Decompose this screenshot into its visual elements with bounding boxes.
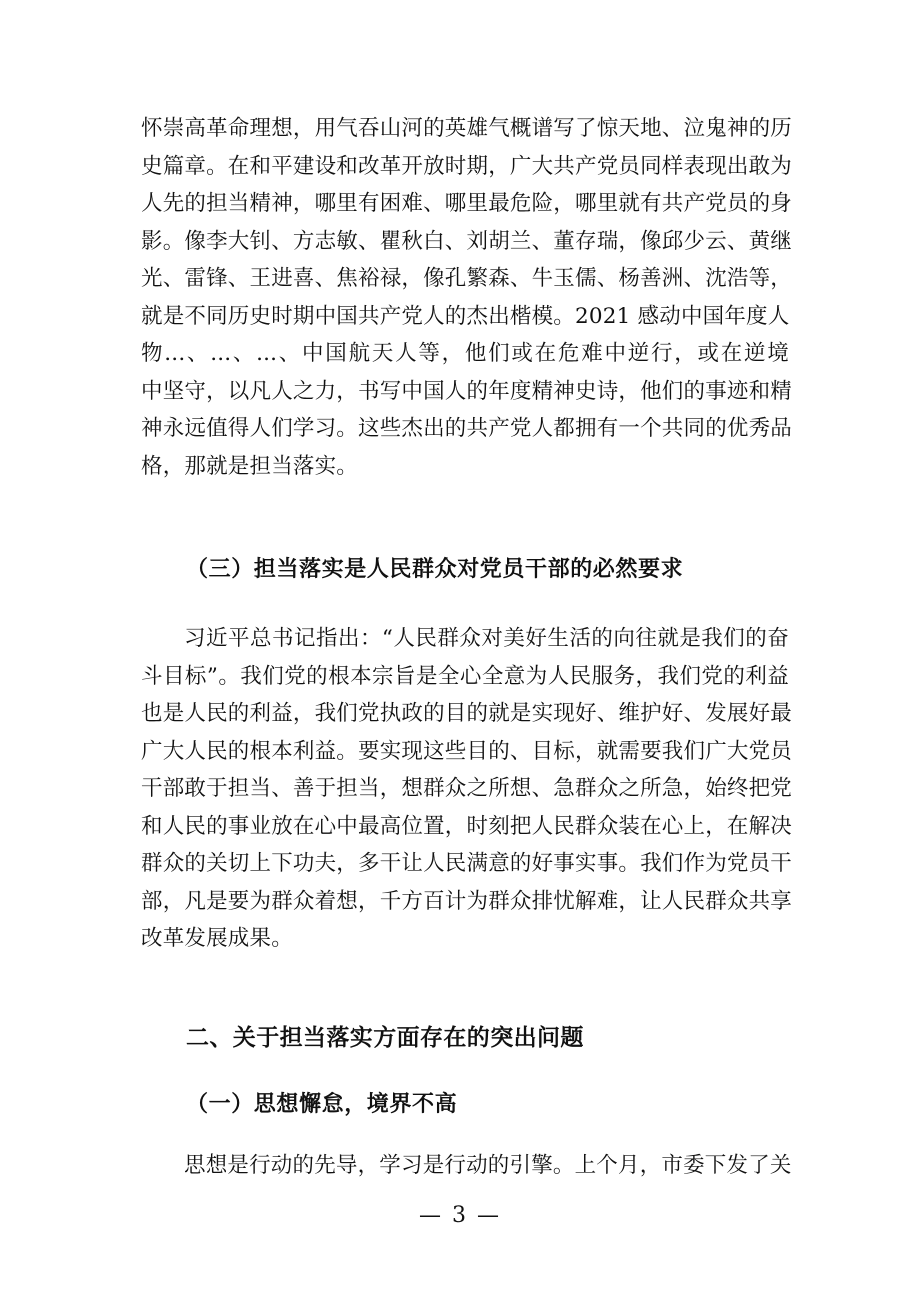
paragraph-line: 部，凡是要为群众着想，千方百计为群众排忧解难，让人民群众共享 <box>141 888 793 914</box>
paragraph-line: 思想是行动的先导，学习是行动的引擎。上个月，市委下发了关 <box>184 1153 792 1178</box>
paragraph-3 <box>141 1147 792 1185</box>
paragraph-line: 和人民的事业放在心中最高位置，时刻把人民群众装在心上，在解决 <box>141 813 793 839</box>
section-heading-2: 二、关于担当落实方面存在的突出问题 <box>186 1025 584 1051</box>
paragraph-line: 史篇章。在和平建设和改革开放时期，广大共产党员同样表现出敢为 <box>141 153 793 179</box>
paragraph-line: 人先的担当精神，哪里有困难、哪里最危险，哪里就有共产党员的身 <box>141 191 793 216</box>
paragraph-line: 中坚守，以凡人之力，书写中国人的年度精神史诗，他们的事迹和精 <box>141 378 793 404</box>
paragraph-line: 影。像李大钊、方志敏、瞿秋白、刘胡兰、董存瑞，像邱少云、黄继 <box>141 228 793 254</box>
page-number: — 3 — <box>419 1203 501 1228</box>
subsection-heading-1: （一）思想懈怠，境界不高 <box>186 1092 458 1117</box>
paragraph-line: 改革发展成果。 <box>141 926 293 951</box>
paragraph-line: 也是人民的利益，我们党执政的目的就是实现好、维护好、发展好最 <box>141 701 793 726</box>
paragraph-line: 怀崇高革命理想，用气吞山河的英雄气概谱写了惊天地、泣鬼神的历 <box>141 116 793 141</box>
paragraph-line: 格，那就是担当落实。 <box>141 453 359 479</box>
paragraph-line: 物...、...、...、中国航天人等，他们或在危难中逆行，或在逆境 <box>141 341 789 366</box>
paragraph-line: 广大人民的根本利益。要实现这些目的、目标，就需要我们广大党员 <box>141 738 793 764</box>
paragraph-line: 光、雷锋、王进喜、焦裕禄，像孔繁森、牛玉儒、杨善洲、沈浩等， <box>141 266 793 291</box>
paragraph-line: 干部敢于担当、善于担当，想群众之所想、急群众之所急，始终把党 <box>141 776 793 801</box>
paragraph-line: 斗目标”。我们党的根本宗旨是全心全意为人民服务，我们党的利益 <box>141 663 789 689</box>
paragraph-line: 神永远值得人们学习。这些杰出的共产党人都拥有一个共同的优秀品 <box>141 416 793 441</box>
paragraph-line: 就是不同历史时期中国共产党人的杰出楷模。2021 感动中国年度人 <box>141 303 790 329</box>
subsection-heading-3: （三）担当落实是人民群众对党员干部的必然要求 <box>186 557 684 582</box>
paragraph-2 <box>141 620 793 958</box>
paragraph-line: 群众的关切上下功夫，多干让人民满意的好事实事。我们作为党员干 <box>141 851 793 876</box>
paragraph-1 <box>141 110 793 485</box>
paragraph-line: 习近平总书记指出：“人民群众对美好生活的向往就是我们的奋 <box>184 626 789 651</box>
